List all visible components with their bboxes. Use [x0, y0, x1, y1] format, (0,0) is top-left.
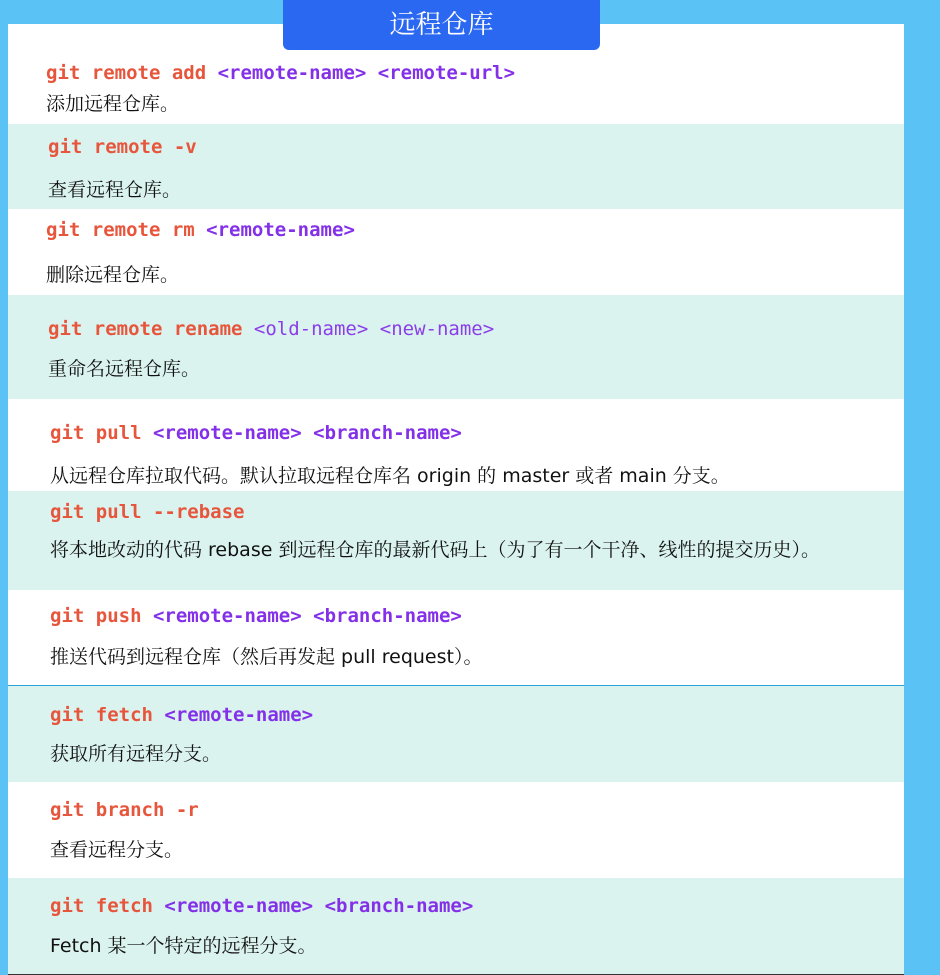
section-fetch-all: [8, 685, 904, 782]
section-remote-rename: [8, 295, 904, 399]
command-keyword: git remote rename: [48, 318, 243, 340]
command-keyword: git fetch: [50, 704, 153, 726]
command-description: 查看远程仓库。: [48, 179, 182, 201]
command-keyword: git push: [50, 605, 142, 627]
command-line: [48, 136, 197, 158]
command-arg: <remote-name>: [206, 219, 355, 241]
command-description: 添加远程仓库。: [46, 93, 180, 115]
command-arg: <branch-name>: [313, 605, 462, 627]
command-keyword: git fetch: [50, 895, 153, 917]
command-line: [50, 605, 462, 627]
cheatsheet-panel: [8, 24, 904, 975]
command-keyword: git remote add: [46, 62, 207, 84]
command-line: [50, 799, 199, 821]
command-arg: <remote-name>: [152, 605, 302, 627]
command-keyword: git pull: [50, 422, 142, 444]
command-arg: <old-name>: [253, 318, 369, 340]
section-remote-rm: [8, 209, 904, 295]
command-description: 获取所有远程分支。: [50, 743, 222, 765]
command-line: [48, 318, 494, 340]
section-pull: [8, 399, 904, 491]
page-title: 远程仓库: [283, 0, 600, 50]
command-arg: <remote-name>: [164, 704, 314, 726]
command-line: [50, 501, 244, 523]
command-arg: <remote-url>: [377, 62, 516, 84]
command-description: 将本地改动的代码 rebase 到远程仓库的最新代码上（为了有一个干净、线性的提交历史）。: [50, 539, 820, 561]
command-arg: <branch-name>: [313, 422, 462, 444]
command-description: 从远程仓库拉取代码。默认拉取远程仓库名 origin 的 master 或者 main 分支。: [50, 465, 730, 487]
command-arg: <branch-name>: [324, 895, 474, 917]
command-keyword: git remote -v: [48, 136, 197, 158]
section-fetch-branch: [8, 878, 904, 975]
command-arg: <remote-name>: [152, 422, 302, 444]
command-line: [50, 895, 473, 917]
command-description: 重命名远程仓库。: [48, 358, 201, 380]
section-push: [8, 590, 904, 685]
command-keyword: git pull --rebase: [50, 501, 245, 523]
command-keyword: git remote rm: [46, 219, 195, 241]
command-arg: <new-name>: [379, 318, 495, 340]
command-arg: <remote-name>: [217, 62, 367, 84]
command-keyword: git branch -r: [50, 799, 199, 821]
command-description: 删除远程仓库。: [46, 264, 180, 286]
command-arg: <remote-name>: [164, 895, 314, 917]
command-line: [50, 422, 462, 444]
section-pull-rebase: [8, 491, 904, 590]
command-line: [46, 62, 515, 84]
section-remote-v: [8, 124, 904, 209]
command-description: 推送代码到远程仓库（然后再发起 pull request）。: [50, 646, 483, 668]
command-description: 查看远程分支。: [50, 839, 184, 861]
command-line: [50, 704, 313, 726]
section-branch-r: [8, 782, 904, 878]
command-line: [46, 219, 355, 241]
command-description: Fetch 某一个特定的远程分支。: [50, 935, 317, 957]
